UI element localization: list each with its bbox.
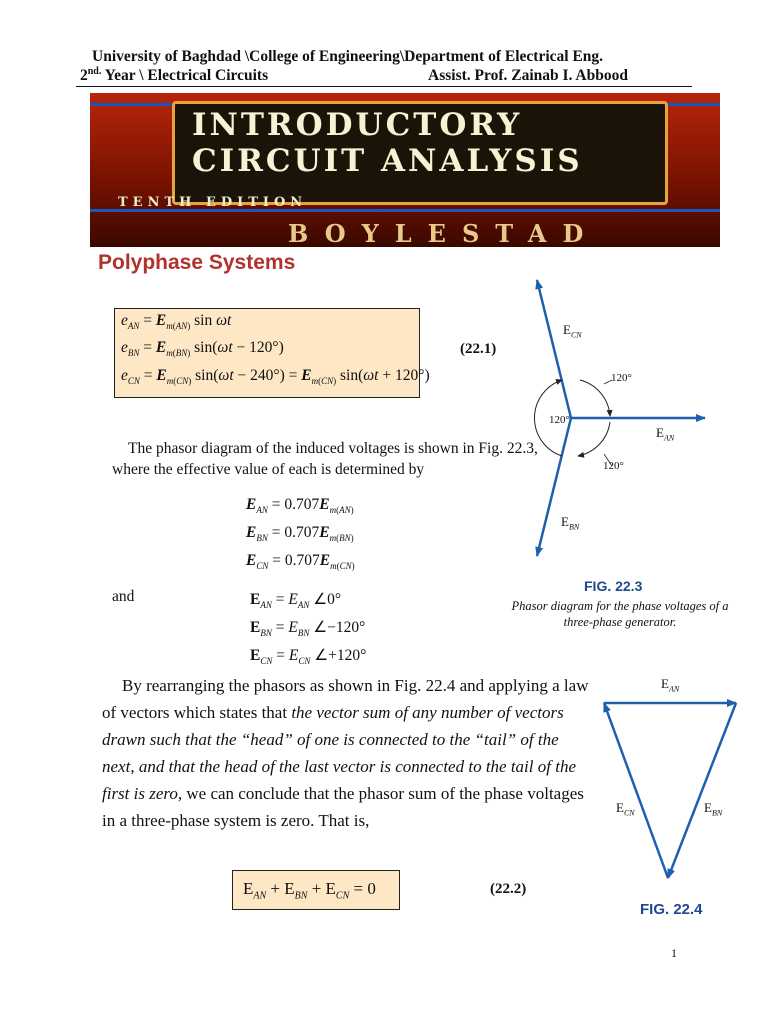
equation-line-1: $e_{AN} = E_{m(AN)}$ sin ωt xyxy=(121,312,232,332)
equation-22-2: $E_{AN} + E_{BN} + E_{CN} = 0$ xyxy=(243,879,376,902)
label-angle-120-left: 120° xyxy=(549,414,570,426)
phasor-triangle-fig-22-4 xyxy=(590,690,750,890)
label-e-an: $E_{AN}$ xyxy=(656,425,675,443)
paragraph-2-line-3: drawn such that the “head” of one is connected to the “tail” of the xyxy=(102,730,559,749)
section-title: Polyphase Systems xyxy=(98,251,296,274)
header-line-1: University of Baghdad \College of Engineering\Department of Electrical Eng. xyxy=(92,48,604,65)
triangle-arrow-e-cn xyxy=(604,703,668,878)
equation-number-22-2: (22.2) xyxy=(490,881,527,897)
paragraph-2-line-4: next, and that the head of the last vector is connected to the tail of the xyxy=(102,757,576,776)
paragraph-1-line-1: The phasor diagram of the induced voltages is shown in Fig. 22.3, xyxy=(128,440,538,457)
equation-box-22-2 xyxy=(232,870,400,910)
paragraph-2-line-5-b: we can conclude that the phasor sum of the phase voltages xyxy=(182,784,584,803)
paragraph-2-line-2-b: the vector sum of any number of vectors xyxy=(291,703,564,722)
angle-arc xyxy=(580,380,610,416)
effective-value-an: $E_{AN} = 0.707E_{m(AN)}$ xyxy=(246,496,354,516)
banner-title-line-2: CIRCUIT ANALYSIS xyxy=(192,143,583,179)
effective-value-bn: $E_{BN} = 0.707E_{m(BN)}$ xyxy=(246,524,354,544)
equation-number-22-1: (22.1) xyxy=(460,341,497,357)
phasor-arrow-e-bn xyxy=(537,418,571,556)
header-line-2 xyxy=(80,66,268,85)
banner-edition: TENTH EDITION xyxy=(118,195,308,210)
figure-22-3-caption-title: FIG. 22.3 xyxy=(584,578,643,594)
paragraph-2-line-5-a: first is zero, xyxy=(102,784,183,803)
equation-line-3: $e_{CN} = E_{m(CN)}$ $\sin(\omega t - 240^\circ) = E_{m(CN)}$ sin(ωt + 120°) xyxy=(121,367,430,387)
label-e-bn: $E_{BN}$ xyxy=(561,514,580,532)
paragraph-1-line-2: where the effective value of each is determined by xyxy=(112,461,425,478)
equation-line-2: $e_{BN} = E_{m(BN)}$ sin(ωt − 120°) xyxy=(121,339,284,359)
label-fig4-e-cn: $E_{CN}$ xyxy=(616,800,635,818)
page-number: 1 xyxy=(671,946,677,960)
header-rule xyxy=(76,86,692,87)
paragraph-2-line-1: By rearranging the phasors as shown in Fig. 22.4 and applying a law xyxy=(122,676,589,695)
figure-22-4-caption-title: FIG. 22.4 xyxy=(640,901,703,918)
triangle-arrow-e-bn xyxy=(668,703,736,878)
course-title: Year \ Electrical Circuits xyxy=(101,67,269,85)
effective-value-cn: $E_{CN} = 0.707E_{m(CN)}$ xyxy=(246,552,355,572)
banner-author: BOYLESTAD xyxy=(288,219,600,247)
paragraph-2-line-2-a: of vectors which states that xyxy=(102,703,292,722)
label-angle-120-bottom: 120° xyxy=(603,460,624,472)
label-e-cn: $E_{CN}$ xyxy=(563,322,582,340)
figure-22-3-caption-line-1: Phasor diagram for the phase voltages of a xyxy=(511,599,729,613)
phasor-arrow-e-cn xyxy=(537,280,571,418)
paragraph-2-line-6: in a three-phase system is zero. That is, xyxy=(102,811,370,830)
paragraph-2-line-5 xyxy=(102,784,584,804)
figure-22-3-caption-line-2: three-phase generator. xyxy=(563,615,677,629)
paragraph-2-line-2 xyxy=(102,703,564,723)
phasor-diagram-fig-22-3 xyxy=(500,272,720,572)
label-fig4-e-an: $E_{AN}$ xyxy=(661,676,680,694)
phasor-bn: $E_{BN} = E_{BN}$ ∠−120° xyxy=(250,619,366,639)
banner-title-line-1: INTRODUCTORY xyxy=(192,107,523,143)
angle-arc xyxy=(578,422,610,456)
book-banner-image xyxy=(90,93,720,247)
label-angle-120-top: 120° xyxy=(611,372,632,384)
and-label: and xyxy=(112,588,135,605)
year-number: 2 xyxy=(80,67,88,85)
phasor-an: $E_{AN} = E_{AN}$ ∠0° xyxy=(250,591,342,611)
year-superscript: nd. xyxy=(87,66,102,77)
label-fig4-e-bn: $E_{BN}$ xyxy=(704,800,723,818)
equation-box-22-1 xyxy=(114,308,430,398)
phasor-cn: $E_{CN} = E_{CN}$ ∠+120° xyxy=(250,647,367,667)
header-author: Assist. Prof. Zainab I. Abbood xyxy=(428,67,628,84)
